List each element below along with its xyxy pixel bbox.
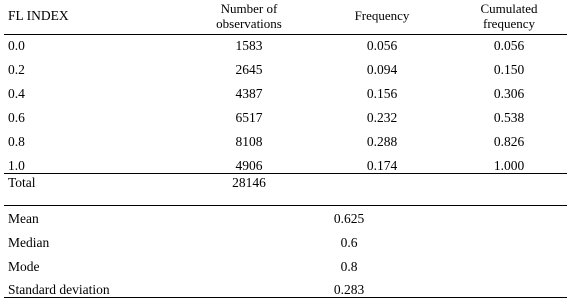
- header-number-line1: Number of: [220, 1, 278, 16]
- row-observations: 4906: [235, 158, 263, 173]
- header-divider: [4, 34, 567, 35]
- stat-label: Mode: [8, 259, 40, 274]
- header-cumulated-line2: frequency: [483, 16, 535, 31]
- row-cumulated: 0.306: [493, 86, 525, 101]
- stat-value: 0.283: [333, 282, 365, 297]
- row-observations: 2645: [235, 62, 263, 77]
- row-frequency: 0.094: [366, 62, 398, 77]
- row-index: 1.0: [8, 158, 25, 173]
- row-index: 0.8: [8, 134, 25, 149]
- row-frequency: 0.288: [366, 134, 398, 149]
- total-label: Total: [8, 175, 36, 190]
- row-cumulated: 0.150: [493, 62, 525, 77]
- row-frequency: 0.174: [366, 158, 398, 173]
- row-frequency: 0.056: [366, 38, 398, 53]
- header-cumulated-line1: Cumulated: [480, 1, 538, 16]
- row-observations: 8108: [235, 134, 263, 149]
- header-frequency: Frequency: [354, 8, 410, 23]
- total-divider: [4, 173, 567, 174]
- stats-divider: [4, 205, 567, 206]
- row-frequency: 0.156: [366, 86, 398, 101]
- stat-value: 0.625: [333, 211, 365, 226]
- header-fl-index: FL INDEX: [8, 8, 69, 23]
- stat-value: 0.6: [340, 235, 358, 250]
- row-index: 0.6: [8, 110, 25, 125]
- row-observations: 1583: [235, 38, 263, 53]
- row-cumulated: 1.000: [493, 158, 525, 173]
- row-frequency: 0.232: [366, 110, 398, 125]
- row-cumulated: 0.538: [493, 110, 525, 125]
- row-index: 0.2: [8, 62, 25, 77]
- row-cumulated: 0.056: [493, 38, 525, 53]
- stat-label: Median: [8, 235, 50, 250]
- row-index: 0.0: [8, 38, 25, 53]
- stat-label: Mean: [8, 211, 39, 226]
- row-observations: 4387: [235, 86, 263, 101]
- row-observations: 6517: [235, 110, 263, 125]
- row-cumulated: 0.826: [493, 134, 525, 149]
- bottom-divider: [4, 297, 567, 298]
- stat-label: Standard deviation: [8, 282, 110, 297]
- stat-value: 0.8: [340, 259, 358, 274]
- row-index: 0.4: [8, 86, 25, 101]
- header-number-line2: observations: [216, 16, 282, 31]
- total-observations: 28146: [232, 175, 266, 190]
